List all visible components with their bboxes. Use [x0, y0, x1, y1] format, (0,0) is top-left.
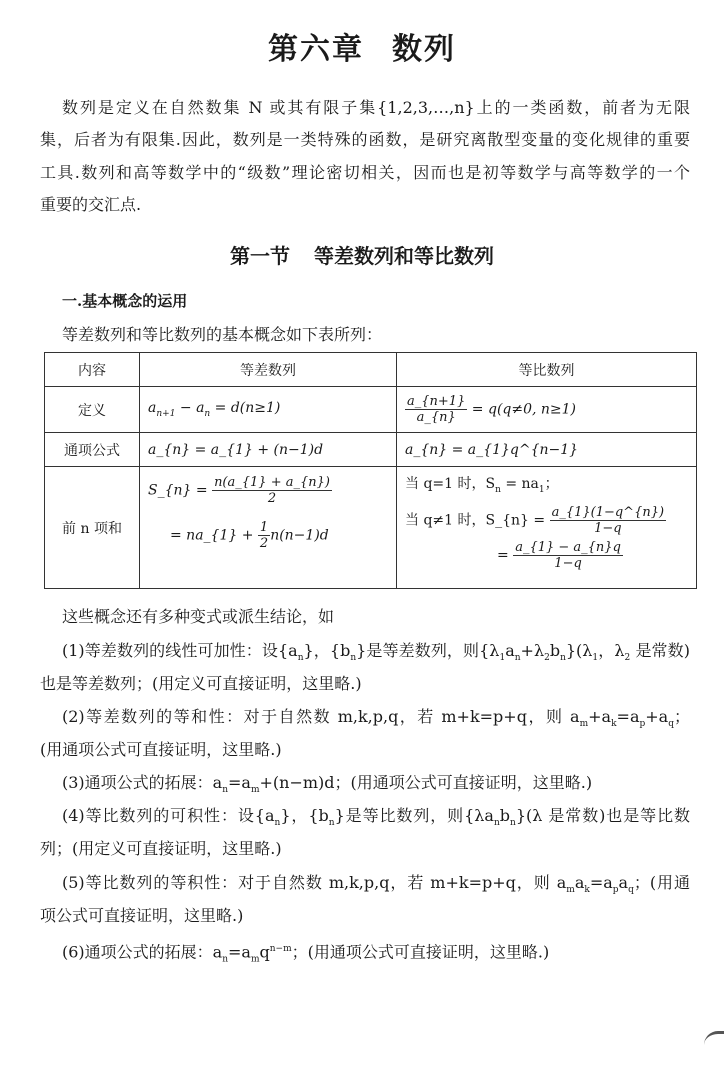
row-label: 前 n 项和	[45, 467, 140, 589]
intro-line: 集，后者为有限集.因此，数列是一类特殊的函数，是研究离散型变量的变化规律的重要	[40, 130, 690, 149]
fraction-numerator: n(a_{1} + a_{n})	[214, 475, 330, 490]
page-curl-decoration	[704, 1031, 724, 1054]
row-label: 通项公式	[45, 433, 140, 467]
geo-general-term: a_{n} = a_{1}q^{n−1}	[397, 433, 697, 467]
geo-sum: 当 q=1 时，$S_n = na_1$； 当 q≠1 时，S_{n} = $\frac{a\_\{1\}(1-q\^{}\{n\})}{1-q}$ = $\frac{a\_\{1\} - a\_\{n\}q}{1-q}$	[397, 467, 697, 589]
body-line: (1)等差数列的线性可加性：设$\{a_n\}$，$\{b_n\}$是等差数列，则$\{\lambda_1a_n+\lambda_2b_n\}(\lambda_1$，$\lambda_2$ 是常数)	[62, 641, 690, 664]
fraction-numerator: a_{1} − a_{n}q	[515, 539, 621, 555]
body-line: (4)等比数列的可积性：设$\{a_n\}$，$\{b_n\}$是等比数列，则$\{\lambda a_nb_n\}(\lambda$ 是常数)也是等比数	[62, 806, 690, 829]
chapter-label: 第六章	[268, 32, 364, 67]
subsection-heading: 一.基本概念的运用	[62, 292, 188, 310]
intro-line: 数列是定义在自然数集 N 或其有限子集{1,2,3,…,n}上的一类函数，前者为无限	[62, 98, 690, 117]
table-row-sum	[45, 467, 697, 589]
header-content: 内容	[45, 353, 140, 387]
section-label: 第一节	[230, 244, 290, 268]
body-line: (2)等差数列的等和性：对于自然数 m,k,p,q，若 m+k=p+q，则 $a_m+a_k=a_p+a_q$；	[62, 707, 690, 730]
fraction-denominator: 2	[259, 536, 269, 551]
table-row-definition	[45, 387, 697, 433]
intro-line: 重要的交汇点.	[40, 195, 142, 214]
fraction-denominator: 1−q	[554, 555, 582, 571]
body-line: (6)通项公式的拓展：$a_n=a_mq^{n-m}$；(用通项公式可直接证明，这里略.)	[62, 942, 550, 965]
chapter-title	[0, 24, 724, 68]
concept-table	[44, 352, 697, 589]
geo-sum-q1: 当 q=1 时，$S_n = na_1$；	[405, 476, 559, 495]
table-intro: 等差数列和等比数列的基本概念如下表所列：	[62, 325, 383, 344]
table-row-general-term	[45, 433, 697, 467]
fraction-numerator: a_{1}(1−q^{n})	[551, 504, 665, 520]
body-line: (5)等比数列的等积性：对于自然数 m,k,p,q，若 m+k=p+q，则 $a_ma_k=a_pa_q$；(用通	[62, 873, 690, 896]
fraction-numerator: 1	[259, 520, 269, 535]
arith-general-term: a_{n} = a_{1} + (n−1)d	[140, 433, 397, 467]
header-arithmetic: 等差数列	[140, 353, 397, 387]
body-line: 这些概念还有多种变式或派生结论，如	[62, 607, 335, 626]
geo-definition	[397, 387, 697, 433]
body-line: 也是等差数列；(用定义可直接证明，这里略.)	[40, 674, 362, 693]
section-heading	[0, 240, 724, 269]
geo-definition-rest: = q(q≠0, n≥1)	[471, 401, 577, 418]
row-label: 定义	[45, 387, 140, 433]
arith-definition: $a_{n+1} - a_n = d(n\ge 1)$	[140, 387, 397, 433]
body-line: 项公式可直接证明，这里略.)	[40, 906, 244, 925]
arith-sum	[140, 467, 397, 589]
sum-lhs: S_{n} =	[148, 482, 208, 499]
fraction-denominator: a_{n}	[416, 410, 456, 425]
chapter-name: 数列	[392, 32, 456, 67]
fraction-numerator: a_{n+1}	[407, 394, 466, 409]
intro-line: 工具.数列和高等数学中的“级数”理论密切相关，因而也是初等数学与高等数学的一个	[40, 163, 690, 182]
header-geometric: 等比数列	[397, 353, 697, 387]
body-line: (用通项公式可直接证明，这里略.)	[40, 740, 282, 759]
sum-step-rest: n(n−1)d	[270, 527, 329, 544]
fraction-denominator: 2	[267, 491, 277, 506]
body-line: (3)通项公式的拓展：$a_n=a_m+(n-m)d$；(用通项公式可直接证明，这里略.)	[62, 773, 593, 796]
geo-sum-q-not-1: 当 q≠1 时，S_{n} =	[405, 512, 546, 529]
fraction-denominator: 1−q	[594, 520, 622, 536]
sum-step: = na_{1} +	[170, 527, 254, 544]
body-line: 列；(用定义可直接证明，这里略.)	[40, 839, 282, 858]
section-name: 等差数列和等比数列	[314, 244, 494, 268]
table-header-row	[45, 353, 697, 387]
